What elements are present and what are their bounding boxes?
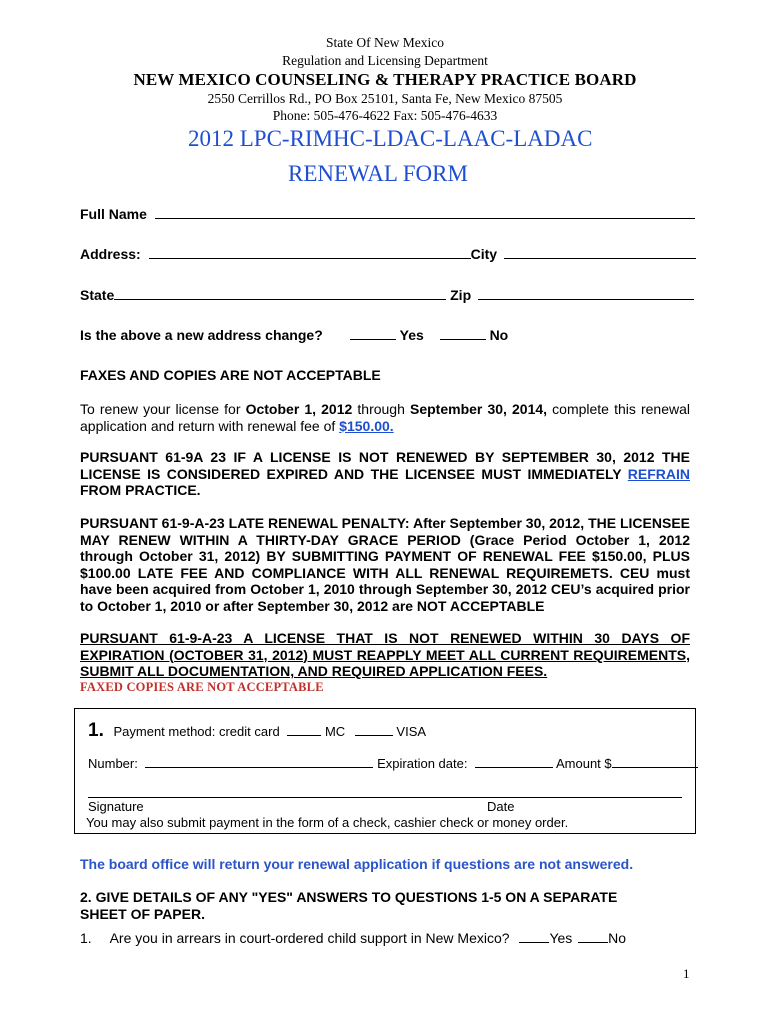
question-1-number: 1. (80, 930, 92, 946)
payment-method-label: Payment method: credit card (113, 724, 280, 739)
expiration-field[interactable] (475, 755, 553, 768)
renew-through-text: through (352, 401, 410, 417)
header-department: Regulation and Licensing Department (282, 53, 488, 68)
city-label: City (470, 246, 498, 262)
address-change-yes-blank[interactable] (350, 327, 396, 340)
alternate-payment-note: You may also submit payment in the form of a check, cashier check or money order. (86, 815, 569, 830)
header-phone-fax: Phone: 505-476-4622 Fax: 505-476-4633 (272, 108, 498, 123)
mc-label: MC (324, 724, 346, 739)
renewal-fee: $150.00. (339, 417, 394, 434)
renewal-instructions (80, 401, 690, 434)
state-zip-row (80, 287, 694, 303)
renew-from-date: October 1, 2012 (245, 401, 353, 417)
card-details-row (88, 755, 698, 771)
payment-section-number: 1. (88, 720, 104, 741)
amount-field[interactable] (612, 755, 698, 768)
pursuant-expired-tail: FROM PRACTICE. (80, 482, 201, 498)
question-1-text: Are you in arrears in court-ordered child support in New Mexico? (109, 930, 510, 946)
signature-line[interactable] (88, 797, 682, 798)
pursuant-expired-text: PURSUANT 61-9A 23 IF A LICENSE IS NOT RENEWED BY SEPTEMBER 30, 2012 THE LICENSE IS CONSIDERED EXPIRED AND THE LICENSEE MUST IMMEDIATELY (80, 449, 690, 482)
address-change-question: Is the above a new address change? (80, 327, 323, 343)
question-1-row (80, 930, 626, 946)
card-number-label: Number: (88, 756, 138, 771)
late-renewal-penalty-notice: PURSUANT 61-9-A-23 LATE RENEWAL PENALTY: After September 30, 2012, THE LICENSEE MAY RENEW WITHIN A THIRTY-DAY GRACE PERIOD (Grace Period October 1, 2012 through October 31, 2012) BY SUBMITTING PAYMENT OF RENEWAL FEE $150.00, PLUS $100.00 LATE FEE AND COMPLIANCE WITH ALL RENEWAL REQUIREMETS. CEU must have been acquired from October 1, 2010 through September 30, 2012 CEU’s acquired prior to October 1, 2010 or after September 30, 2012 are NOT ACCEPTABLE (80, 515, 690, 614)
city-field[interactable] (504, 246, 696, 259)
signature-label: Signature (88, 799, 144, 814)
pursuant-expired-notice (80, 449, 690, 499)
card-number-field[interactable] (145, 755, 373, 768)
faxed-copies-warning: FAXED COPIES ARE NOT ACCEPTABLE (80, 680, 324, 694)
faxes-notice: FAXES AND COPIES ARE NOT ACCEPTABLE (80, 367, 381, 383)
full-name-label: Full Name (80, 206, 147, 222)
zip-label: Zip (450, 287, 472, 303)
renew-to-date: September 30, 2014, (410, 401, 548, 417)
address-label: Address: (80, 246, 141, 262)
state-field[interactable] (114, 287, 446, 300)
payment-box (74, 708, 696, 834)
question-1-no-label: No (608, 930, 627, 946)
renew-intro-text: To renew your license for (80, 401, 246, 417)
question-1-yes-blank[interactable] (519, 930, 549, 943)
board-return-note: The board office will return your renewal application if questions are not answered. (80, 856, 634, 872)
form-title-line2: RENEWAL FORM (288, 161, 468, 186)
question-1-no-blank[interactable] (578, 930, 608, 943)
header-address: 2550 Cerrillos Rd., PO Box 25101, Santa Fe, New Mexico 87505 (207, 91, 563, 106)
renew-rest-text: complete this renewal application and return with renewal fee of (80, 401, 690, 434)
payment-method-row (88, 720, 426, 742)
page-number: 1 (683, 966, 690, 981)
form-title-line1: 2012 LPC-RIMHC-LDAC-LAAC-LADAC (188, 126, 593, 151)
visa-checkbox-blank[interactable] (355, 723, 393, 736)
full-name-row (80, 206, 695, 222)
address-change-no-label: No (489, 327, 509, 343)
visa-label: VISA (396, 724, 427, 739)
expiration-label: Expiration date: (377, 756, 468, 771)
question-1-yes-label: Yes (549, 930, 573, 946)
mc-checkbox-blank[interactable] (287, 723, 321, 736)
address-change-row (80, 327, 520, 343)
reapply-notice: PURSUANT 61-9-A-23 A LICENSE THAT IS NOT RENEWED WITHIN 30 DAYS OF EXPIRATION (OCTOBER 31, 2012) MUST REAPPLY MEET ALL CURRENT REQUIREMENTS, SUBMIT ALL DOCUMENTATION, AND REQUIRED APPLICATION FEES. (80, 630, 690, 679)
amount-label: Amount $ (555, 756, 612, 771)
questions-heading: 2. GIVE DETAILS OF ANY "YES" ANSWERS TO QUESTIONS 1-5 ON A SEPARATE SHEET OF PAPER. (80, 889, 618, 922)
state-label: State (80, 287, 115, 303)
zip-field[interactable] (478, 287, 694, 300)
address-row (80, 246, 696, 262)
header-state: State Of New Mexico (325, 35, 445, 50)
address-field[interactable] (149, 246, 471, 259)
address-change-yes-label: Yes (399, 327, 424, 343)
refrain-link[interactable]: REFRAIN (627, 465, 690, 482)
full-name-field[interactable] (155, 206, 695, 219)
header-board-name: NEW MEXICO COUNSELING & THERAPY PRACTICE BOARD (133, 70, 637, 89)
address-change-no-blank[interactable] (440, 327, 486, 340)
date-label: Date (487, 799, 515, 814)
